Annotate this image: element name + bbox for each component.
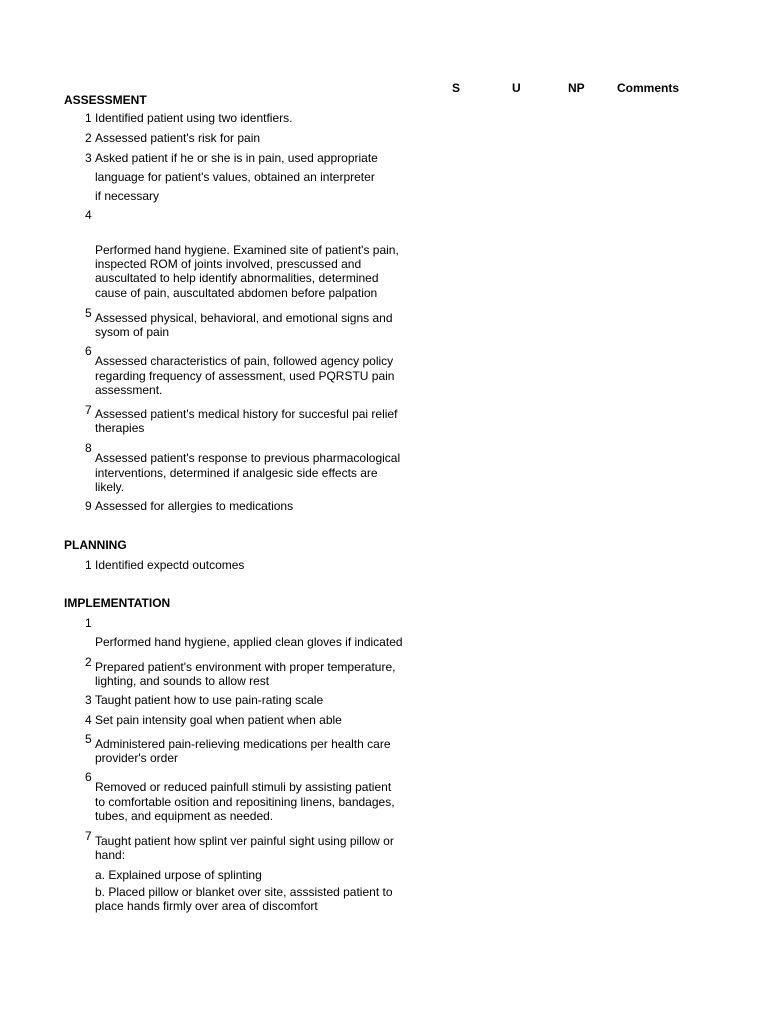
item-number: 7 xyxy=(85,829,92,843)
item-text: Assessed physical, behavioral, and emotional signs and xyxy=(95,311,393,325)
item-text: Removed or reduced painfull stimuli by assisting patient xyxy=(95,780,392,794)
item-text: Performed hand hygiene, applied clean gloves if indicated xyxy=(95,635,403,649)
item-text: interventions, determined if analgesic side effects are xyxy=(95,466,378,480)
item-text: Assessed patient's risk for pain xyxy=(95,131,261,145)
item-number: 2 xyxy=(85,131,92,145)
item-text: Taught patient how to use pain-rating scale xyxy=(95,693,324,707)
item-text: Assessed patient's response to previous pharmacological xyxy=(95,451,401,465)
item-text: inspected ROM of joints involved, prescussed and xyxy=(95,257,362,271)
column-header-np: NP xyxy=(568,81,585,95)
item-text: Assessed patient's medical history for succesful pai relief xyxy=(95,407,398,421)
item-text: lighting, and sounds to allow rest xyxy=(95,674,270,688)
item-text: language for patient's values, obtained an interpreter xyxy=(95,170,375,184)
item-number: 4 xyxy=(85,208,92,222)
item-text: tubes, and equipment as needed. xyxy=(95,809,274,823)
item-text: Identified patient using two identfiers. xyxy=(95,111,293,125)
item-text: Assessed characteristics of pain, followed agency policy xyxy=(95,354,394,368)
item-number: 9 xyxy=(85,499,92,513)
subitem-text: b. Placed pillow or blanket over site, asssisted patient to xyxy=(95,885,393,899)
item-number: 8 xyxy=(85,441,92,455)
item-number: 1 xyxy=(85,558,92,572)
subitem-text: a. Explained urpose of splinting xyxy=(95,868,262,882)
item-number: 5 xyxy=(85,732,92,746)
item-number: 6 xyxy=(85,344,92,358)
subitem-text: place hands firmly over area of discomfort xyxy=(95,899,318,913)
item-text: if necessary xyxy=(95,189,160,203)
item-text: hand: xyxy=(95,848,126,862)
item-number: 7 xyxy=(85,403,92,417)
item-text: likely. xyxy=(95,480,125,494)
column-header-s: S xyxy=(452,81,461,95)
item-number: 1 xyxy=(85,111,92,125)
item-text: regarding frequency of assessment, used PQRSTU pain xyxy=(95,369,395,383)
item-number: 3 xyxy=(85,151,92,165)
item-text: Performed hand hygiene. Examined site of patient's pain, xyxy=(95,243,399,257)
item-number: 2 xyxy=(85,655,92,669)
item-text: Identified expectd outcomes xyxy=(95,558,245,572)
item-text: provider's order xyxy=(95,751,178,765)
item-text: cause of pain, auscultated abdomen before palpation xyxy=(95,286,378,300)
section-title-implementation: IMPLEMENTATION xyxy=(64,596,171,610)
item-number: 4 xyxy=(85,713,92,727)
column-header-u: U xyxy=(512,81,521,95)
item-text: Assessed for allergies to medications xyxy=(95,499,294,513)
item-text: Asked patient if he or she is in pain, used appropriate xyxy=(95,151,378,165)
section-title-planning: PLANNING xyxy=(64,538,127,552)
column-header-comments: Comments xyxy=(617,81,680,95)
item-text: sysom of pain xyxy=(95,325,170,339)
item-number: 5 xyxy=(85,306,92,320)
item-text: assessment. xyxy=(95,383,163,397)
item-text: Taught patient how splint ver painful sight using pillow or xyxy=(95,834,394,848)
item-number: 6 xyxy=(85,770,92,784)
item-text: therapies xyxy=(95,421,145,435)
section-title-assessment: ASSESSMENT xyxy=(64,93,147,107)
item-text: Set pain intensity goal when patient when able xyxy=(95,713,342,727)
item-text: auscultated to help identify abnormalities, determined xyxy=(95,271,379,285)
item-text: Administered pain-relieving medications per health care xyxy=(95,737,391,751)
item-text: Prepared patient's environment with proper temperature, xyxy=(95,660,396,674)
item-number: 1 xyxy=(85,616,92,630)
item-text: to comfortable osition and repositining linens, bandages, xyxy=(95,795,395,809)
item-number: 3 xyxy=(85,693,92,707)
